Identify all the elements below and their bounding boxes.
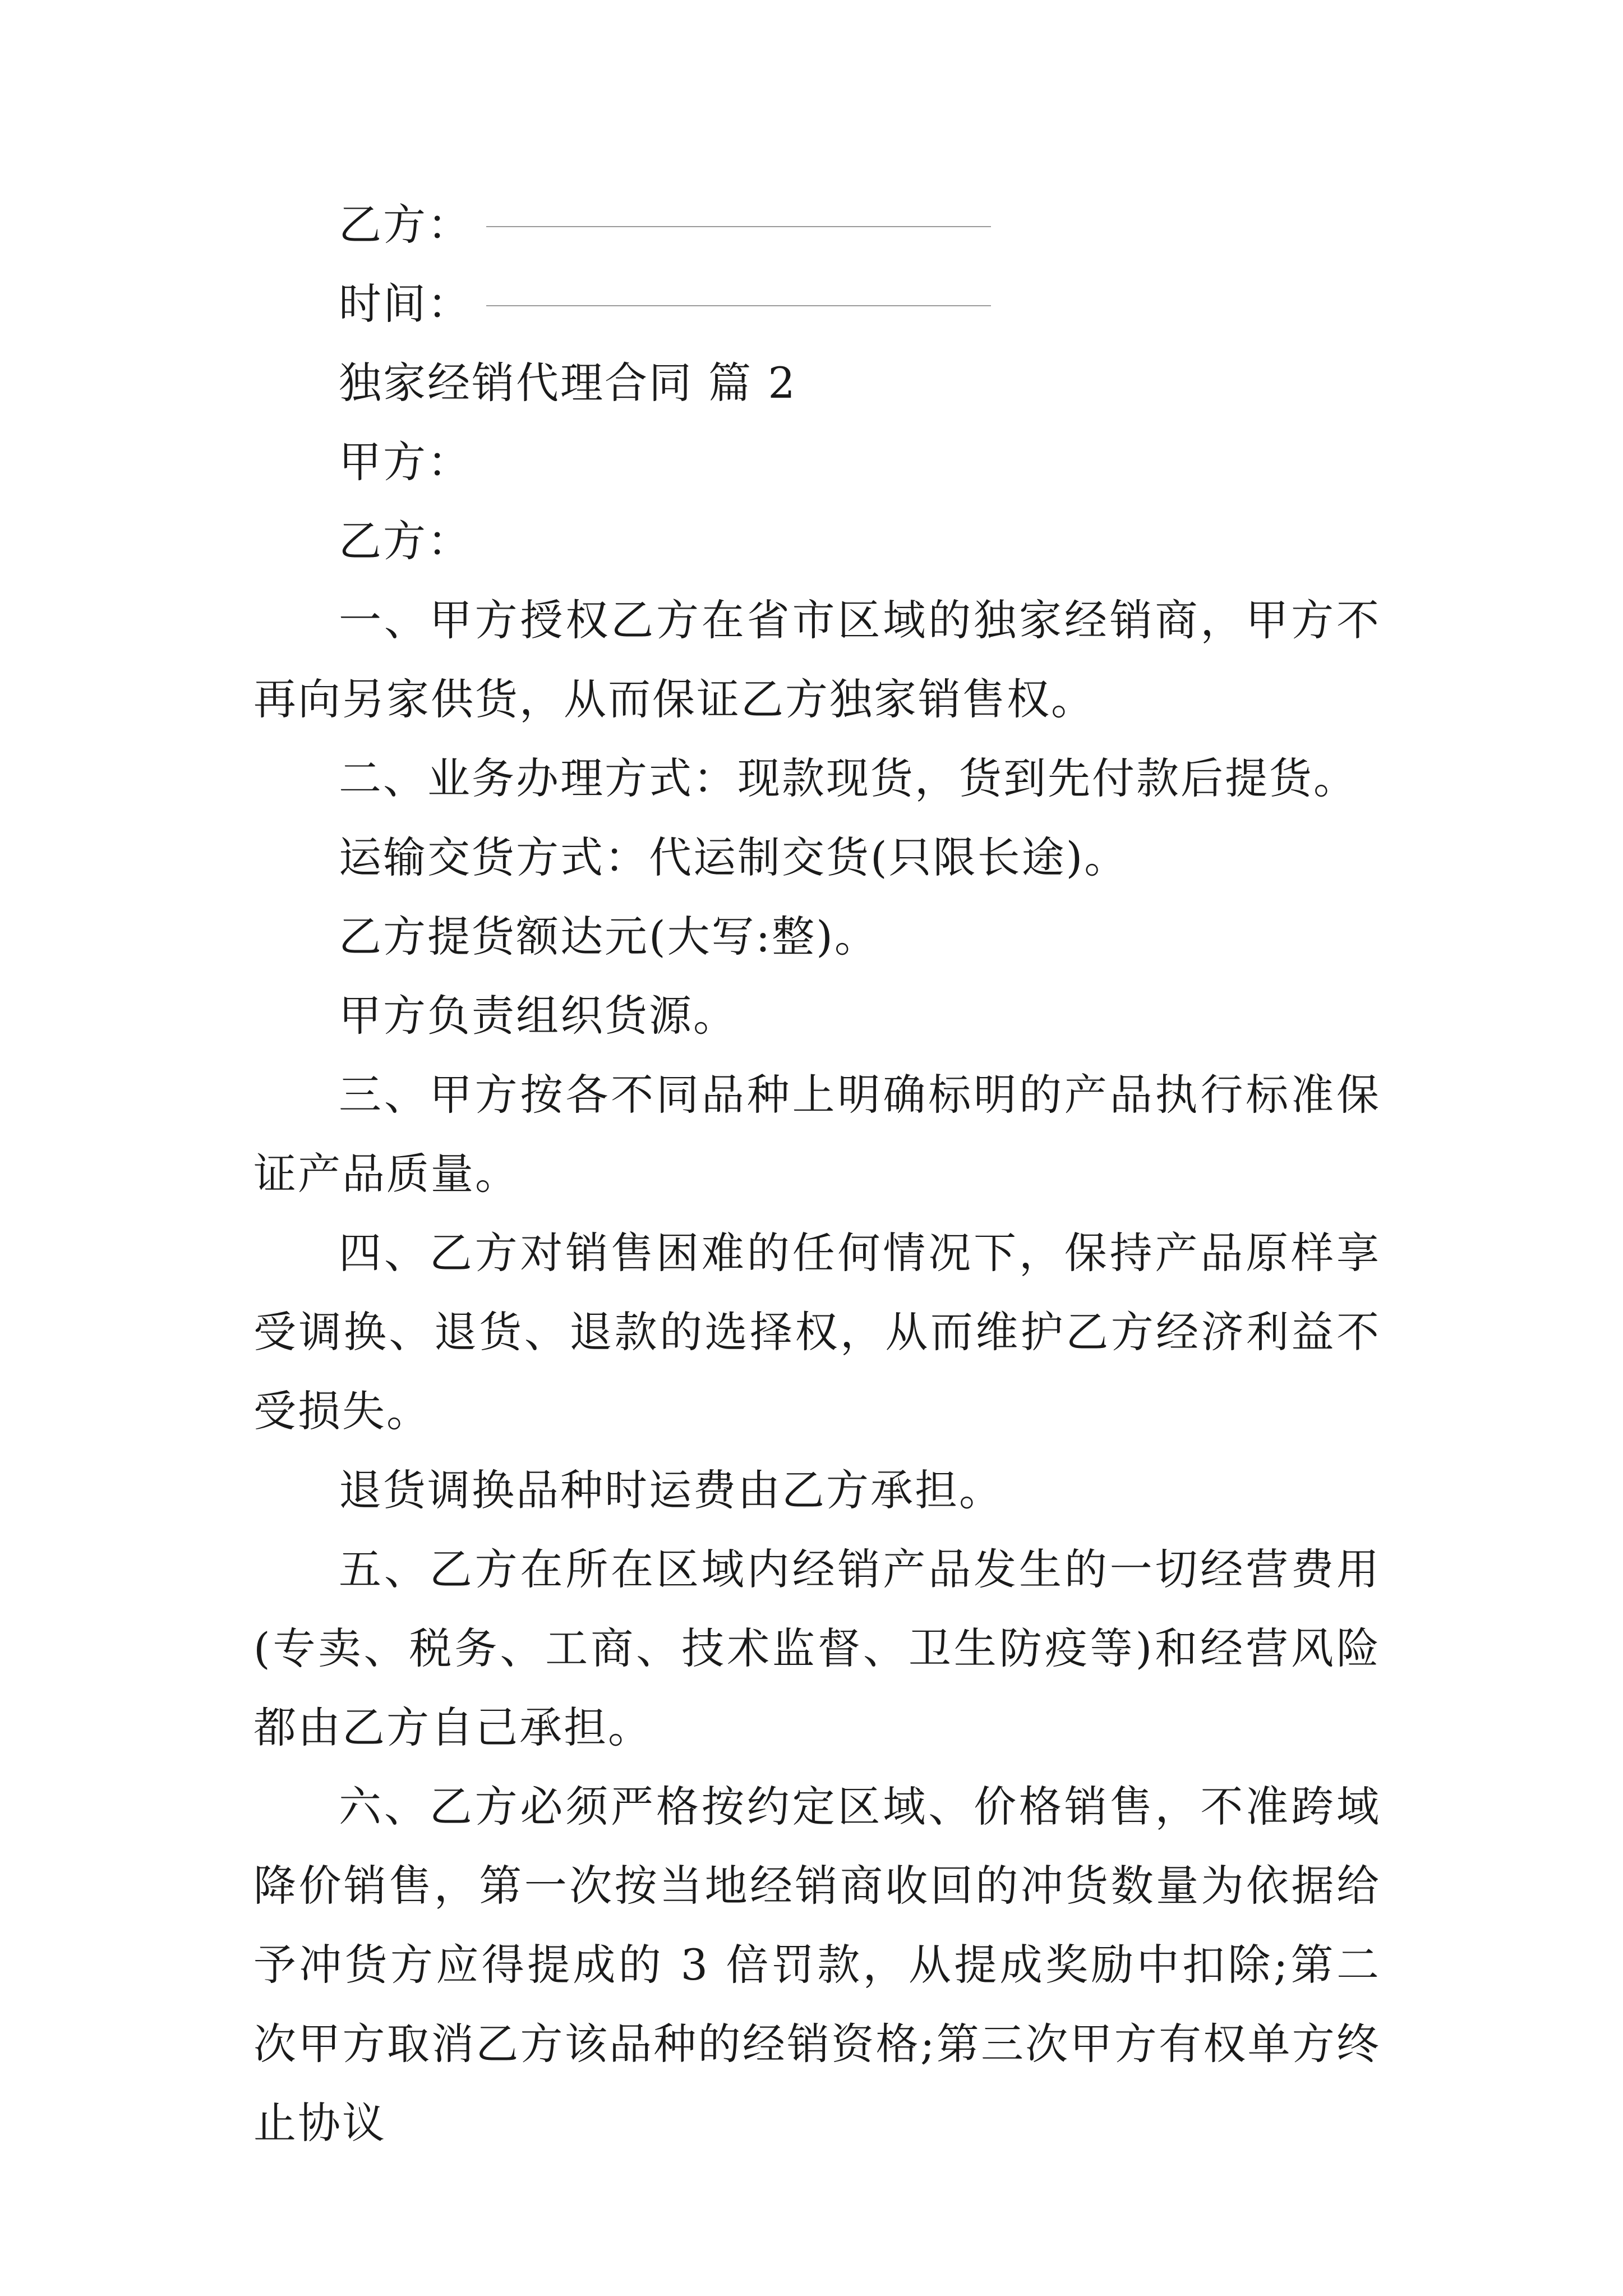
- transport-delivery-paragraph: 运输交货方式：代运制交货(只限长途)。: [339, 832, 1129, 882]
- signature-party-b-label: 乙方：: [339, 200, 472, 250]
- party-a-label: 甲方：: [339, 437, 472, 487]
- clause-4-paragraph: 四、乙方对销售困难的任何情况下，保持产品原样享受调换、退货、退款的选择权，从而维护乙方经济利益不受损失。: [253, 1228, 1381, 1436]
- pickup-amount-paragraph: 乙方提货额达元(大写:整)。: [339, 912, 879, 961]
- signature-date-line: [253, 264, 1381, 343]
- clause-2-paragraph: 二、业务办理方式：现款现货，货到先付款后提货。: [339, 753, 1358, 803]
- clause-1-paragraph: 一、甲方授权乙方在省市区域的独家经销商，甲方不再向另家供货，从而保证乙方独家销售权。: [253, 595, 1381, 724]
- document-body: [253, 185, 1381, 2162]
- contract-heading: 独家经销代理合同 篇 2: [339, 358, 797, 408]
- party-b-label: 乙方：: [339, 516, 472, 566]
- signature-party-b-blank: [486, 226, 991, 227]
- signature-party-b-line: [253, 185, 1381, 264]
- clause-5-paragraph: 五、乙方在所在区域内经销产品发生的一切经营费用(专卖、税务、工商、技术监督、卫生防疫等)和经营风险都由乙方自己承担。: [253, 1544, 1381, 1752]
- signature-date-label: 时间：: [339, 279, 472, 329]
- clause-3-paragraph: 三、甲方按各不同品种上明确标明的产品执行标准保证产品质量。: [253, 1070, 1381, 1199]
- clause-6-paragraph: 六、乙方必须严格按约定区域、价格销售，不准跨域降价销售，第一次按当地经销商收回的冲货数量为依据给予冲货方应得提成的 3 倍罚款，从提成奖励中扣除;第二次甲方取消乙方该品种的经销资格;第三次甲方有权单方终止协议: [253, 1782, 1381, 2148]
- supply-source-paragraph: 甲方负责组织货源。: [339, 991, 737, 1041]
- signature-date-blank: [486, 305, 991, 306]
- return-freight-paragraph: 退货调换品种时运费由乙方承担。: [339, 1465, 1003, 1515]
